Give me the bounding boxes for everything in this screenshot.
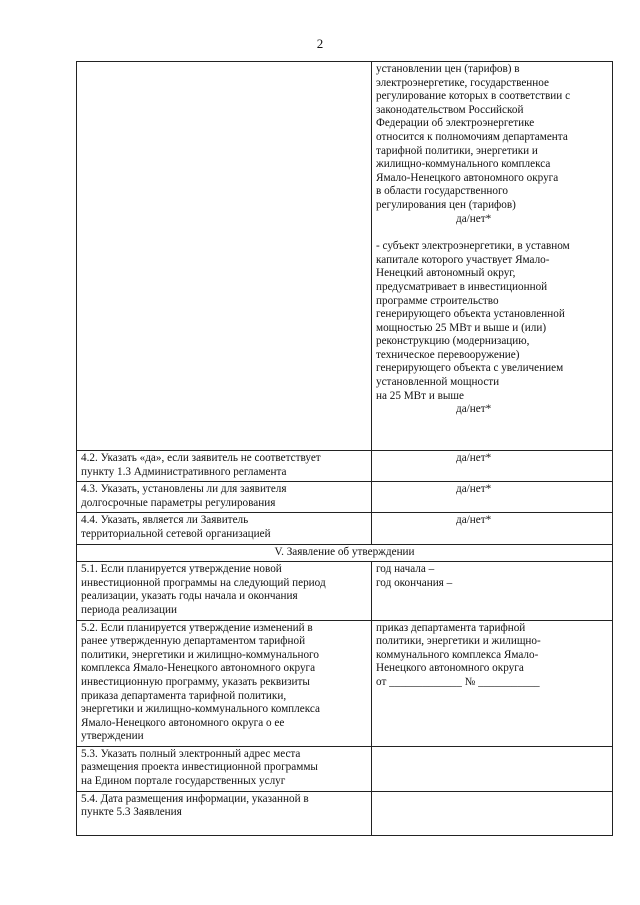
table-row (77, 791, 613, 835)
row-4-2-label: 4.2. Указать «да», если заявитель не соответствует пункту 1.3 Административного регламента (77, 451, 372, 482)
table-row (77, 513, 613, 544)
row-5-2-value: приказ департамента тарифной политики, энергетики и жилищно- коммунального комплекса Ямало- Ненецкого автономного округа от _____________ № ___________ (372, 620, 613, 746)
row-5-1-label: 5.1. Если планируется утверждение новой инвестиционной программы на следующий период реализации, указать годы начала и окончания периода реализации (77, 562, 372, 620)
row-5-3-value (372, 746, 613, 791)
row-4-4-value: да/нет* (456, 514, 492, 527)
table-row (77, 562, 613, 620)
table-row (77, 544, 613, 562)
row-5-4-label: 5.4. Дата размещения информации, указанной в пункте 5.3 Заявления (77, 791, 372, 835)
row-4-3-label: 4.3. Указать, установлены ли для заявителя долгосрочные параметры регулирования (77, 482, 372, 513)
empty-label-cell (77, 62, 372, 451)
yes-no-field-1: да/нет* (456, 212, 492, 225)
table-row (77, 620, 613, 746)
row-5-1-value: год начала – год окончания – (372, 562, 613, 620)
table-row (77, 746, 613, 791)
yes-no-field-2: да/нет* (456, 403, 492, 416)
row-5-4-value (372, 791, 613, 835)
table-row (77, 482, 613, 513)
criteria-cell (372, 62, 613, 451)
application-form-table (76, 61, 613, 836)
section-5-title: V. Заявление об утверждении (77, 544, 613, 562)
criteria-text-1: установлении цен (тарифов) в электроэнергетике, государственное регулирование которых в соответствии с законодательством Российской Федерации об электроэнергетике относится к полномочиям департамента тарифной политики, энергетики и жилищно-коммунального комплекса Ямало-Ненецкого автономного округа в области государственного регулирования цен (тарифов) (376, 63, 571, 211)
table-row (77, 451, 613, 482)
table-row (77, 62, 613, 451)
page-number: 2 (316, 36, 324, 51)
row-5-3-label: 5.3. Указать полный электронный адрес места размещения проекта инвестиционной программы на Едином портале государственных услуг (77, 746, 372, 791)
row-5-2-label: 5.2. Если планируется утверждение изменений в ранее утвержденную департаментом тарифной политики, энергетики и жилищно-коммунального комплекса Ямало-Ненецкого автономного округа инвестиционную программу, указать реквизиты приказа департамента тарифной политики, энергетики и жилищно-коммунального комплекса Ямало-Ненецкого автономного округа о ее утверждении (77, 620, 372, 746)
criteria-text-2: - субъект электроэнергетики, в уставном капитале которого участвует Ямало- Ненецкий автономный округ, предусматривает в инвестиционной программе строительство генерирующего объекта установленной мощностью 25 МВт и выше и (или) реконструкцию (модернизацию, техническое перевооружение) генерирующего объекта с увеличением установленной мощности на 25 МВт и выше (376, 240, 570, 402)
row-4-4-label: 4.4. Указать, является ли Заявитель территориальной сетевой организацией (77, 513, 372, 544)
row-4-2-value: да/нет* (456, 452, 492, 464)
row-4-3-value: да/нет* (456, 483, 492, 496)
